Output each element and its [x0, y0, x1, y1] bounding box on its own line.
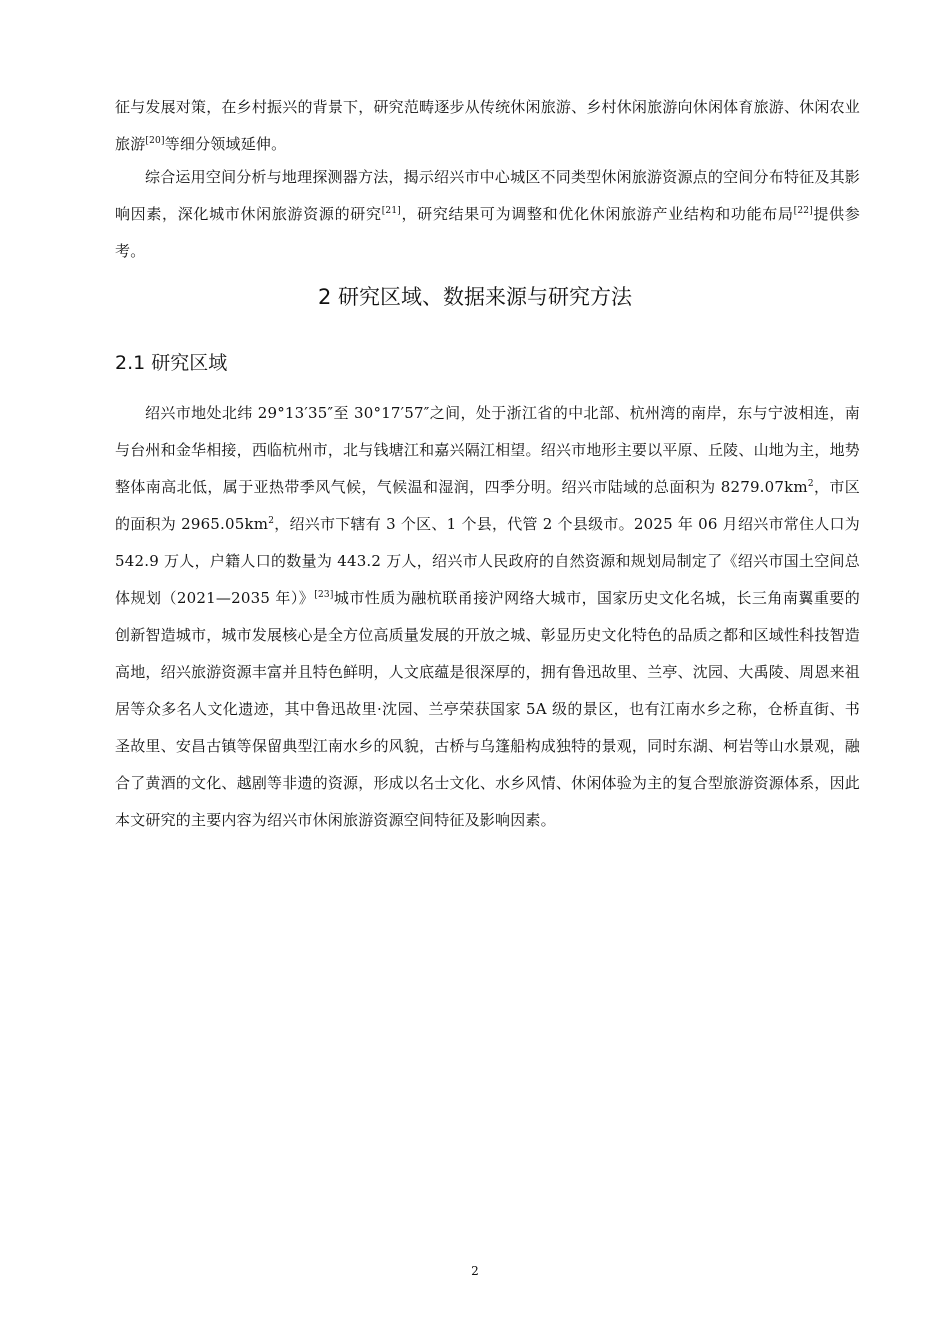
page-number: 2 [471, 1264, 479, 1278]
intro-p2-text-c: 提供参考。 [115, 205, 860, 260]
superscript-2b: 2 [268, 516, 275, 526]
citation-20: [20] [145, 136, 165, 146]
body-text-3: ，绍兴市下辖有 3 个区、1 个县，代管 2 个县级市。2025 年 06 月绍兴市常住人口为 542.9 万人，户籍人口的数量为 443.2 万人，绍兴市人民政府的自然资源和规划局制定了《绍兴市国土空间总体规划（2021—2035 年）》 [115, 515, 860, 607]
intro-paragraph-2 [115, 159, 860, 270]
body-text-2: ，市区的面积为 2965.05km [115, 478, 860, 533]
subsection-heading: 2.1 研究区域 [115, 352, 228, 374]
intro-paragraph-1 [115, 89, 860, 163]
citation-21: [21] [381, 206, 401, 216]
citation-22: [22] [793, 206, 813, 216]
intro-p1-text-a: 征与发展对策，在乡村振兴的背景下，研究范畴逐步从传统休闲旅游、乡村休闲旅游向休闲体育旅游、休闲农业旅游 [115, 98, 860, 153]
superscript-2: 2 [807, 479, 814, 489]
intro-p2-text-a: 综合运用空间分析与地理探测器方法，揭示绍兴市中心城区不同类型休闲旅游资源点的空间分布特征及其影响因素，深化城市休闲旅游资源的研究 [115, 168, 860, 223]
study-area-paragraph [115, 395, 860, 839]
section-heading: 2 研究区域、数据来源与研究方法 [317, 285, 633, 309]
body-text-4: 城市性质为融杭联甬接沪网络大城市，国家历史文化名城，长三角南翼重要的创新智造城市，城市发展核心是全方位高质量发展的开放之城、彰显历史文化特色的品质之都和区域性科技智造高地，绍兴旅游资源丰富并且特色鲜明，人文底蕴是很深厚的，拥有鲁迅故里、兰亭、沈园、大禹陵、周恩来祖居等众多名人文化遗迹，其中鲁迅故里·沈园、兰亭荣获国家 5A 级的景区，也有江南水乡之称，仓桥直街、书圣故里、安昌古镇等保留典型江南水乡的风貌，古桥与乌篷船构成独特的景观，同时东湖、柯岩等山水景观，融合了黄酒的文化、越剧等非遗的资源，形成以名士文化、水乡风情、休闲体验为主的复合型旅游资源体系，因此本文研究的主要内容为绍兴市休闲旅游资源空间特征及影响因素。 [115, 589, 860, 829]
citation-23: [23] [314, 590, 334, 600]
intro-p2-text-b: ，研究结果可为调整和优化休闲旅游产业结构和功能布局 [400, 205, 794, 223]
body-text-1: 绍兴市地处北纬 29°13′35″至 30°17′57″之间，处于浙江省的中北部、杭州湾的南岸，东与宁波相连，南与台州和金华相接，西临杭州市，北与钱塘江和嘉兴隔江相望。绍兴市地形主要以平原、丘陵、山地为主，地势整体南高北低，属于亚热带季风气候，气候温和湿润，四季分明。绍兴市陆域的总面积为 8279.07km [115, 404, 860, 496]
intro-p1-text-b: 等细分领域延伸。 [164, 135, 287, 153]
